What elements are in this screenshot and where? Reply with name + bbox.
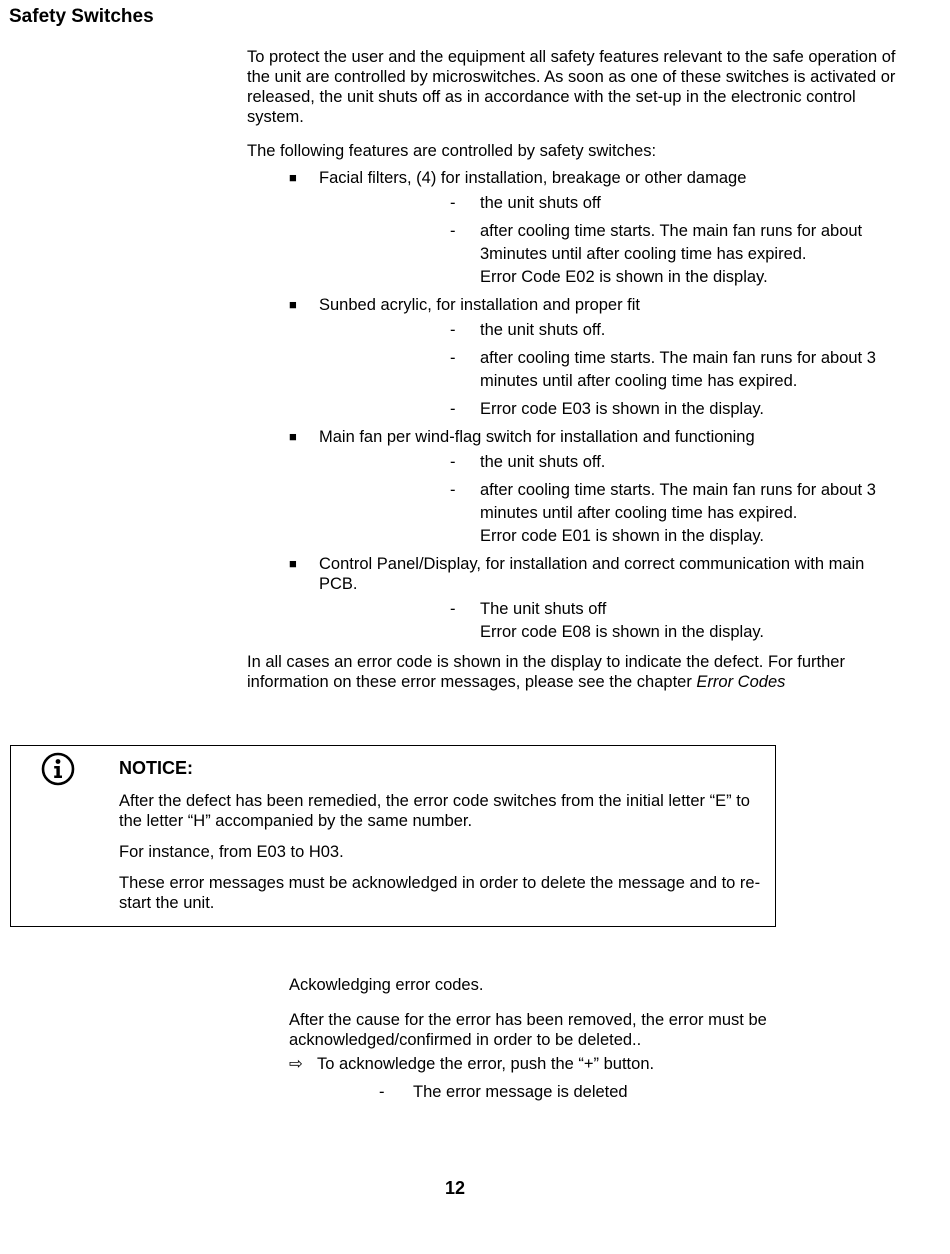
feature-sub-item: - after cooling time starts. The main fan runs for about 3minutes until after cooling time has expired. Error Code E02 is shown in the display. — [450, 222, 863, 286]
feature-item-sunbed-acrylic — [247, 295, 907, 421]
feature-title: Main fan per wind-flag switch for installation and functioning — [319, 428, 755, 446]
notice-paragraph: After the defect has been remedied, the error code switches from the initial letter “E” to the letter “H” accompanied by the same number. — [119, 792, 750, 830]
dash-icon: - — [450, 321, 456, 339]
info-icon — [41, 752, 75, 786]
notice-box — [10, 745, 776, 927]
closing-paragraph: In all cases an error code is shown in the display to indicate the defect. For further information on these error messages, please see the chapter Error Codes — [247, 653, 845, 691]
feature-title: Control Panel/Display, for installation and correct communication with main PCB. — [319, 555, 865, 593]
dash-icon: - — [450, 481, 456, 499]
feature-item-main-fan — [247, 427, 907, 548]
feature-sub-item: - the unit shuts off. — [319, 451, 907, 474]
notice-paragraph: For instance, from E03 to H03. — [119, 843, 344, 861]
dash-icon: - — [450, 194, 456, 212]
dash-icon: - — [379, 1083, 385, 1101]
bullet-icon: ■ — [289, 170, 297, 185]
features-lead: The following features are controlled by safety switches: — [247, 142, 657, 160]
dash-icon: - — [450, 453, 456, 471]
feature-sub-item: - the unit shuts off — [319, 192, 907, 215]
bullet-icon: ■ — [289, 297, 297, 312]
feature-item-control-panel — [247, 554, 907, 644]
intro-paragraph: To protect the user and the equipment all safety features relevant to the safe operation of the unit are controlled by microswitches. As soon as one of these switches is activated or released, the unit shuts off as in accordance with the set-up in the electronic control system. — [247, 48, 896, 126]
dash-icon: - — [450, 400, 456, 418]
acknowledge-text: After the cause for the error has been removed, the error must be acknowledged/confirmed in order to be deleted.. — [289, 1011, 767, 1049]
bullet-icon: ■ — [289, 429, 297, 444]
bullet-icon: ■ — [289, 556, 297, 571]
acknowledge-result: - The error message is deleted — [379, 1083, 628, 1101]
notice-title: NOTICE: — [119, 758, 193, 778]
page-heading: Safety Switches — [9, 6, 154, 27]
feature-title: Sunbed acrylic, for installation and proper fit — [319, 296, 641, 314]
acknowledge-section — [289, 975, 909, 1102]
arrow-right-icon: ⇨ — [289, 1055, 303, 1073]
notice-paragraph: These error messages must be acknowledged in order to delete the message and to re-start the unit. — [119, 874, 761, 912]
acknowledge-step: ⇨ To acknowledge the error, push the “+” button. — [289, 1055, 655, 1073]
features-section — [247, 141, 907, 650]
chapter-reference: Error Codes — [696, 673, 786, 691]
dash-icon: - — [450, 222, 456, 240]
feature-sub-item: - after cooling time starts. The main fan runs for about 3 minutes until after cooling time has expired. — [450, 349, 876, 390]
feature-sub-item: - after cooling time starts. The main fan runs for about 3 minutes until after cooling time has expired. Error code E01 is shown in the display. — [450, 481, 876, 545]
feature-item-facial-filters — [247, 168, 907, 289]
feature-sub-item: - The unit shuts off Error code E08 is shown in the display. — [450, 600, 765, 641]
dash-icon: - — [450, 600, 456, 618]
acknowledge-title: Ackowledging error codes. — [289, 976, 484, 994]
page-number: 12 — [444, 1178, 466, 1198]
intro-section — [247, 47, 907, 142]
notice-body — [119, 791, 769, 924]
feature-sub-item: - Error code E03 is shown in the display. — [319, 398, 907, 421]
dash-icon: - — [450, 349, 456, 367]
feature-title: Facial filters, (4) for installation, breakage or other damage — [319, 169, 747, 187]
feature-sub-item: - the unit shuts off. — [319, 319, 907, 342]
